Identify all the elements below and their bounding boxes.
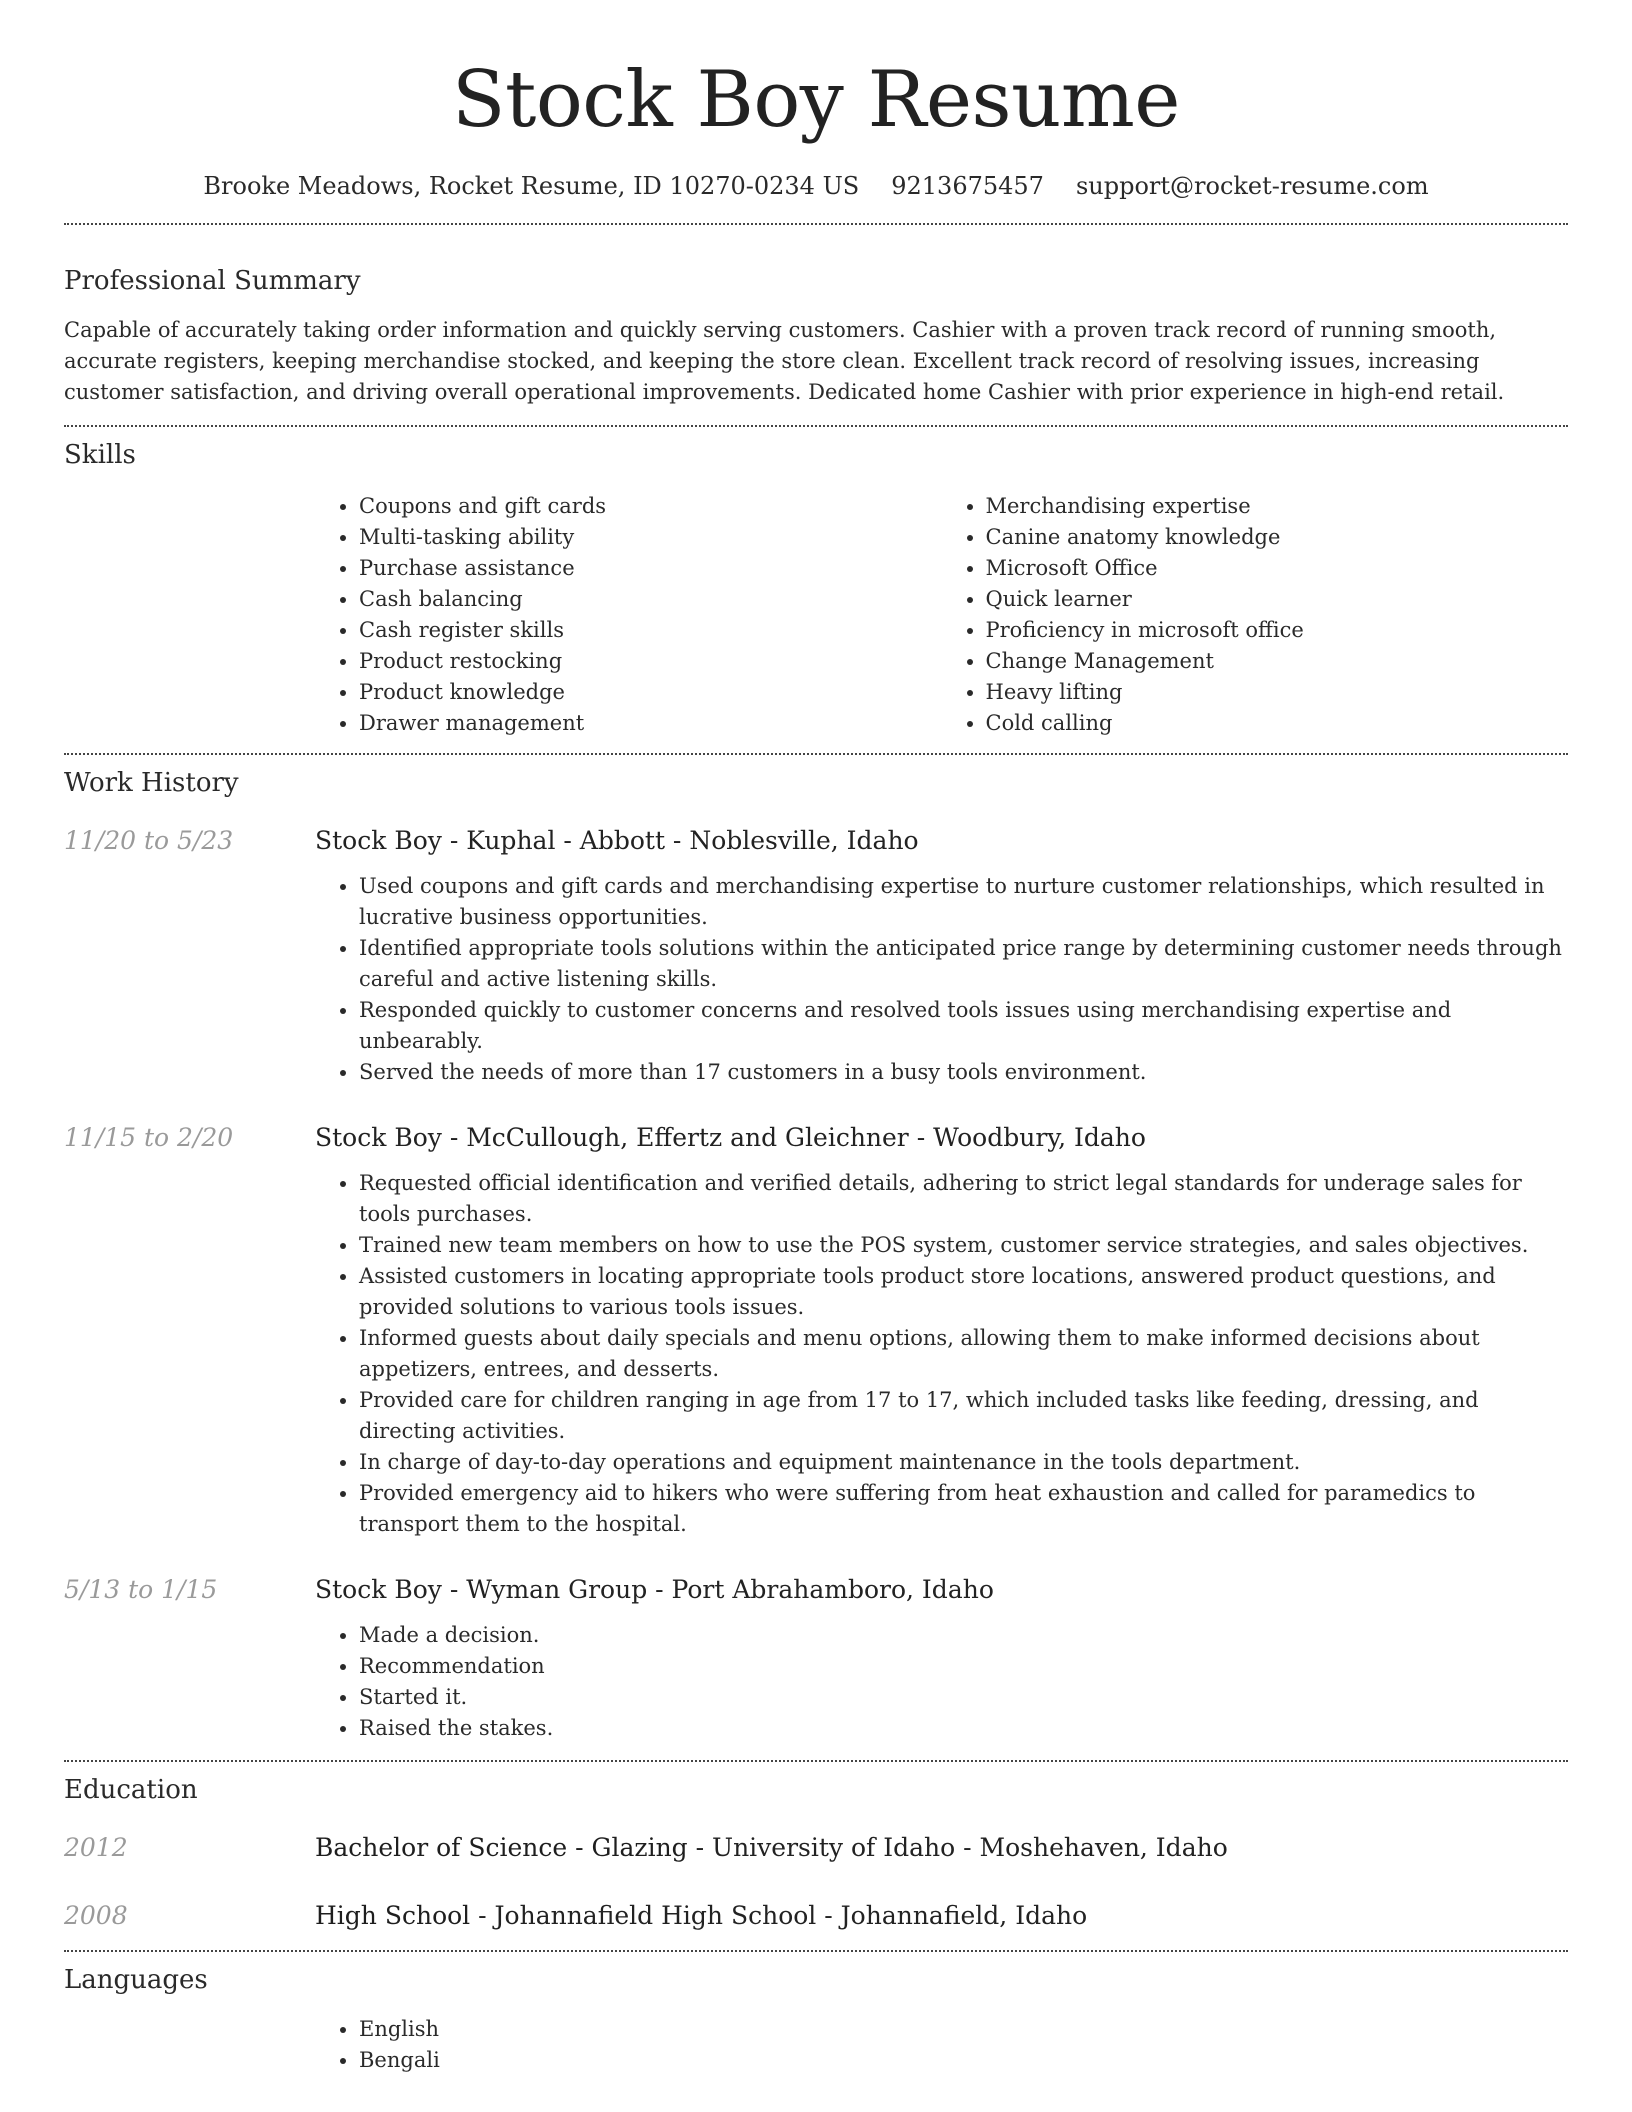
skills-heading: Skills (64, 440, 136, 470)
summary-text: Capable of accurately taking order information and quickly serving customers. Cashier with a proven track record of running smooth, accurate registers, keeping merchandise stocked, and keeping the store clean. Excellent track record of resolving issues, increasing customer satisfaction, and driving overall operational improvements. Dedicated home Cashier with prior experience in high-end retail. (64, 318, 1505, 404)
skill-item: • Purchase assistance (359, 553, 942, 584)
skill-item: • Drawer management (359, 708, 942, 739)
job-entry (64, 823, 1568, 1088)
job-bullets (315, 1168, 1568, 1540)
job-bullet: • Served the needs of more than 17 customers in a busy tools environment. (359, 1057, 1568, 1088)
languages-heading: Languages (64, 1965, 208, 1995)
job-bullet: • In charge of day-to-day operations and equipment maintenance in the tools department. (359, 1447, 1568, 1478)
languages-section (64, 1952, 1568, 2076)
skills-section (64, 427, 1568, 739)
skill-item: • Multi-tasking ability (359, 522, 942, 553)
job-header (64, 823, 1568, 859)
education-entry (64, 1898, 1568, 1934)
skill-item: • Cold calling (986, 708, 1569, 739)
skill-item: • Microsoft Office (986, 553, 1569, 584)
job-dates: 11/15 to 2/20 (64, 1123, 234, 1152)
contact-address: Brooke Meadows, Rocket Resume, ID 10270-0234 US (203, 172, 860, 200)
skills-grid (315, 491, 1568, 739)
job-title: Stock Boy - McCullough, Effertz and Gleichner - Woodbury, Idaho (315, 1123, 1146, 1152)
job-bullet: • Identified appropriate tools solutions within the anticipated price range by determining customer needs through careful and active listening skills. (359, 933, 1568, 995)
job-bullet: • Provided emergency aid to hikers who were suffering from heat exhaustion and called for paramedics to transport them to the hospital. (359, 1478, 1568, 1540)
language-item: • Bengali (359, 2045, 1568, 2076)
education-school: - University of Idaho - Moshehaven, Idaho (687, 1833, 1228, 1862)
job-header (64, 1572, 1568, 1608)
skill-item: • Product restocking (359, 646, 942, 677)
job-title: Stock Boy - Kuphal - Abbott - Noblesville, Idaho (315, 826, 919, 855)
skill-item: • Product knowledge (359, 677, 942, 708)
resume-page (64, 0, 1568, 2076)
skill-item: • Change Management (986, 646, 1569, 677)
work-section (64, 755, 1568, 1744)
skill-item: • Cash balancing (359, 584, 942, 615)
job-dates: 11/20 to 5/23 (64, 826, 234, 855)
skill-item: • Cash register skills (359, 615, 942, 646)
skill-item: • Quick learner (986, 584, 1569, 615)
contact-line (64, 168, 1568, 204)
job-entry (64, 1572, 1568, 1744)
resume-title: Stock Boy Resume (452, 55, 1180, 145)
job-bullet: • Informed guests about daily specials and menu options, allowing them to make informed decisions about appetizers, entrees, and desserts. (359, 1323, 1568, 1385)
job-title: Stock Boy - Wyman Group - Port Abrahamboro, Idaho (315, 1575, 994, 1604)
job-entry (64, 1120, 1568, 1540)
education-details (315, 1830, 1228, 1866)
job-header (64, 1120, 1568, 1156)
job-bullet: • Raised the stakes. (359, 1713, 1568, 1744)
job-bullet: • Recommendation (359, 1651, 1568, 1682)
education-entry (64, 1830, 1568, 1866)
contact-phone: 9213675457 (891, 172, 1044, 200)
skill-item: • Proficiency in microsoft office (986, 615, 1569, 646)
education-degree: High School (315, 1901, 471, 1930)
job-bullet: • Made a decision. (359, 1620, 1568, 1651)
education-heading: Education (64, 1775, 198, 1805)
education-year: 2008 (64, 1901, 128, 1930)
skills-list-right (942, 491, 1569, 739)
summary-heading: Professional Summary (64, 266, 361, 296)
job-dates: 5/13 to 1/15 (64, 1575, 218, 1604)
job-bullet: • Requested official identification and verified details, adhering to strict legal standards for underage sales for tools purchases. (359, 1168, 1568, 1230)
job-bullet: • Used coupons and gift cards and merchandising expertise to nurture customer relationships, which resulted in lucrative business opportunities. (359, 871, 1568, 933)
job-bullet: • Assisted customers in locating appropriate tools product store locations, answered product questions, and provided solutions to various tools issues. (359, 1261, 1568, 1323)
education-section (64, 1762, 1568, 1934)
contact-email: support@rocket-resume.com (1075, 172, 1429, 200)
skill-item: • Merchandising expertise (986, 491, 1569, 522)
job-bullet: • Provided care for children ranging in age from 17 to 17, which included tasks like feeding, dressing, and directing activities. (359, 1385, 1568, 1447)
education-degree: Bachelor of Science - Glazing (315, 1833, 688, 1862)
education-year: 2012 (64, 1833, 128, 1862)
skill-item: • Coupons and gift cards (359, 491, 942, 522)
job-bullet: • Started it. (359, 1682, 1568, 1713)
job-bullets (315, 1620, 1568, 1744)
language-item: • English (359, 2014, 1568, 2045)
languages-list (315, 2014, 1568, 2076)
job-bullet: • Trained new team members on how to use the POS system, customer service strategies, and sales objectives. (359, 1230, 1568, 1261)
education-details (315, 1898, 1087, 1934)
job-bullets (315, 871, 1568, 1088)
job-bullet: • Responded quickly to customer concerns and resolved tools issues using merchandising expertise and unbearably. (359, 995, 1568, 1057)
education-school: - Johannafield High School - Johannafield, Idaho (470, 1901, 1088, 1930)
skill-item: • Canine anatomy knowledge (986, 522, 1569, 553)
skill-item: • Heavy lifting (986, 677, 1569, 708)
summary-section (64, 225, 1568, 408)
work-heading: Work History (64, 768, 239, 798)
skills-list-left (315, 491, 942, 739)
